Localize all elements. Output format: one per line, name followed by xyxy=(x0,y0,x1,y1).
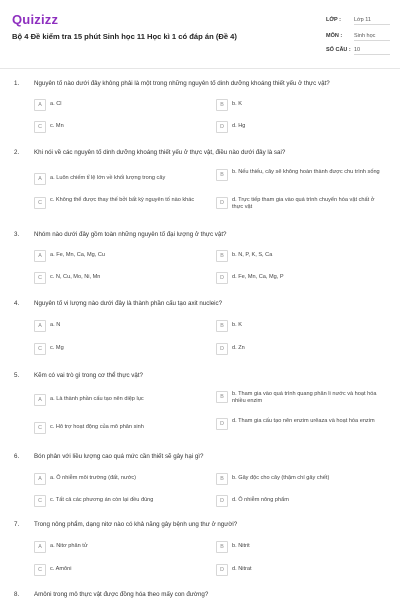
option-d[interactable] xyxy=(216,272,386,286)
option-text: b. K xyxy=(232,322,242,328)
option-letter: D xyxy=(216,343,228,355)
option-text: c. Hô trợ hoạt động của mô phân sinh xyxy=(50,424,144,430)
option-letter: C xyxy=(34,495,46,507)
option-text: d. Tham gia cấu tạo nên enzim urêaza và hoạt hóa enzim xyxy=(232,418,375,424)
option-letter: C xyxy=(34,121,46,133)
option-letter: C xyxy=(34,272,46,284)
meta-grade-value: Lớp 11 xyxy=(354,14,390,25)
meta-subject xyxy=(326,30,392,42)
option-c[interactable] xyxy=(34,197,204,211)
option-text: c. Mg xyxy=(50,345,64,351)
option-letter: A xyxy=(34,541,46,553)
option-text: d. Nitrat xyxy=(232,566,252,572)
option-letter: D xyxy=(216,272,228,284)
meta-grade xyxy=(326,14,392,26)
option-d[interactable] xyxy=(216,121,386,135)
option-letter: D xyxy=(216,197,228,209)
option-text: d. Ô nhiễm nông phẩm xyxy=(232,497,289,503)
option-text: c. Mn xyxy=(50,123,64,129)
option-letter: A xyxy=(34,173,46,185)
option-d[interactable] xyxy=(216,564,386,578)
question-number: 2. xyxy=(14,149,20,156)
question-number: 4. xyxy=(14,300,20,307)
option-a[interactable] xyxy=(34,320,204,334)
question-number: 6. xyxy=(14,453,20,460)
option-letter: D xyxy=(216,418,228,430)
question-text: Khi nói về các nguyên tố dinh dưỡng khoáng thiết yếu ở thực vật, điều nào dưới đây là sai? xyxy=(34,149,286,156)
option-letter: B xyxy=(216,169,228,181)
option-text: a. Luôn chiếm tỉ lệ lớn về khối lượng trong cây xyxy=(50,175,166,181)
question-number: 8. xyxy=(14,591,20,598)
option-b[interactable] xyxy=(216,541,386,555)
option-text: d. Trực tiếp tham gia vào quá trình chuyển hóa vật chất ở thực vật xyxy=(232,197,375,210)
option-text: a. Fe, Mn, Ca, Mg, Cu xyxy=(50,252,106,258)
option-d[interactable] xyxy=(216,495,386,509)
meta-subject-value: Sinh học xyxy=(354,30,390,41)
option-text: b. K xyxy=(232,101,242,107)
option-c[interactable] xyxy=(34,564,204,578)
option-a[interactable] xyxy=(34,99,204,113)
option-text: d. Hg xyxy=(232,123,246,129)
option-text: d. Zn xyxy=(232,345,245,351)
option-text: a. Là thành phần cấu tạo nên diệp lục xyxy=(50,396,144,402)
option-letter: B xyxy=(216,541,228,553)
option-a[interactable] xyxy=(34,541,204,555)
option-letter: B xyxy=(216,250,228,262)
option-letter: A xyxy=(34,250,46,262)
meta-question-count xyxy=(326,44,392,56)
option-letter: A xyxy=(34,473,46,485)
question-text: Amôni trong mô thực vật được đồng hóa theo mấy con đường? xyxy=(34,591,209,598)
option-a[interactable] xyxy=(34,250,204,264)
option-c[interactable] xyxy=(34,343,204,357)
meta-question-count-value: 10 xyxy=(354,44,390,55)
option-c[interactable] xyxy=(34,422,204,436)
option-text: b. Tham gia vào quá trình quang phân li nước và hoạt hóa nhiều enzim xyxy=(232,391,377,404)
option-letter: D xyxy=(216,495,228,507)
question-text: Trong nông phẩm, dạng nitơ nào có khả năng gây bệnh ung thư ở người? xyxy=(34,521,238,528)
option-letter: A xyxy=(34,394,46,406)
worksheet-header xyxy=(0,0,400,69)
meta-question-count-label: SỐ CÂU : xyxy=(326,47,351,53)
option-text: a. N xyxy=(50,322,61,328)
option-a[interactable] xyxy=(34,473,204,487)
option-letter: A xyxy=(34,99,46,111)
option-letter: B xyxy=(216,391,228,403)
option-b[interactable] xyxy=(216,250,386,264)
option-b[interactable] xyxy=(216,473,386,487)
option-letter: B xyxy=(216,99,228,111)
option-letter: B xyxy=(216,473,228,485)
question-number: 3. xyxy=(14,231,20,238)
option-d[interactable] xyxy=(216,343,386,357)
question-number: 1. xyxy=(14,80,20,87)
option-text: a. Ô nhiễm môi trường (đất, nước) xyxy=(50,475,137,481)
option-letter: C xyxy=(34,197,46,209)
option-text: a. Cl xyxy=(50,101,62,107)
option-letter: A xyxy=(34,320,46,332)
option-d[interactable] xyxy=(216,197,386,211)
option-a[interactable] xyxy=(34,394,204,408)
option-a[interactable] xyxy=(34,173,204,187)
worksheet-title: Bộ 4 Đề kiểm tra 15 phút Sinh học 11 Học kì 1 có đáp án (Đề 4) xyxy=(12,32,237,41)
option-letter: D xyxy=(216,564,228,576)
option-b[interactable] xyxy=(216,320,386,334)
question-text: Nhóm nào dưới đây gồm toàn những nguyên tố đại lượng ở thực vật? xyxy=(34,231,227,238)
option-text: b. N, P, K, S, Ca xyxy=(232,252,273,258)
option-c[interactable] xyxy=(34,121,204,135)
option-text: c. N, Cu, Mo, Ni, Mn xyxy=(50,274,101,280)
meta-subject-label: MÔN : xyxy=(326,33,343,39)
question-text: Nguyên tố vi lượng nào dưới đây là thành phần cấu tạo axit nucleic? xyxy=(34,300,223,307)
option-text: c. Tất cả các phương án còn lại đều đúng xyxy=(50,497,154,503)
option-text: d. Fe, Mn, Ca, Mg, P xyxy=(232,274,284,280)
question-number: 7. xyxy=(14,521,20,528)
option-b[interactable] xyxy=(216,99,386,113)
option-text: b. Nitrit xyxy=(232,543,250,549)
option-b[interactable] xyxy=(216,391,386,405)
option-letter: B xyxy=(216,320,228,332)
option-b[interactable] xyxy=(216,169,386,183)
option-text: c. Không thể được thay thế bởi bất kỳ nguyên tố nào khác xyxy=(50,197,195,203)
option-c[interactable] xyxy=(34,272,204,286)
question-text: Bón phân với liều lượng cao quá mức cần thiết sẽ gây hại gì? xyxy=(34,453,204,460)
option-letter: C xyxy=(34,564,46,576)
option-c[interactable] xyxy=(34,495,204,509)
option-letter: C xyxy=(34,343,46,355)
option-letter: D xyxy=(216,121,228,133)
meta-grade-label: LỚP : xyxy=(326,17,341,23)
option-text: b. Nếu thiếu, cây sẽ không hoàn thành được chu trình sống xyxy=(232,169,380,175)
question-number: 5. xyxy=(14,372,20,379)
option-d[interactable] xyxy=(216,418,386,432)
option-letter: C xyxy=(34,422,46,434)
quizizz-logo: Quizizz xyxy=(12,12,59,27)
option-text: c. Amôni xyxy=(50,566,72,572)
question-text: Nguyên tố nào dưới đây không phải là một trong những nguyên tố dinh dưỡng khoáng thiết yếu ở thực vật? xyxy=(34,80,330,87)
question-text: Kẽm có vai trò gì trong cơ thể thực vật? xyxy=(34,372,143,379)
option-text: a. Nitơ phân tử xyxy=(50,543,88,549)
option-text: b. Gây độc cho cây (thậm chí gây chết) xyxy=(232,475,330,481)
